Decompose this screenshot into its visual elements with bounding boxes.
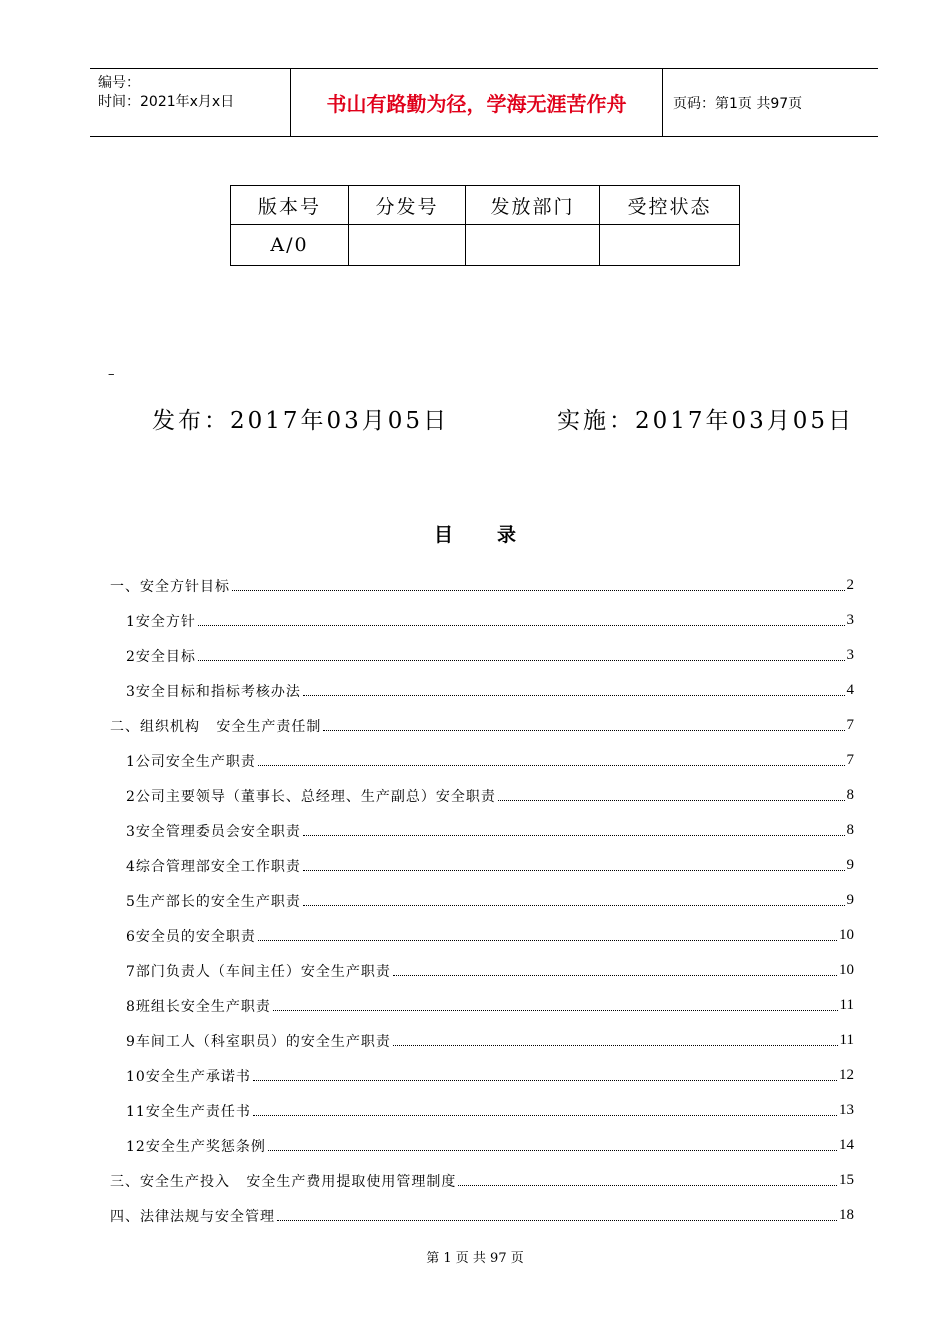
toc-title-left: 目 xyxy=(433,524,453,546)
toc-entry-label: 11安全生产责任书 xyxy=(126,1103,251,1120)
version-table-row xyxy=(231,225,740,266)
toc-leader-dots xyxy=(258,940,837,941)
toc-entry-page: 10 xyxy=(839,962,854,978)
toc-entry[interactable] xyxy=(110,813,854,848)
toc-entry[interactable] xyxy=(110,1198,854,1233)
toc-leader-dots xyxy=(393,975,837,976)
toc-entry-page: 7 xyxy=(846,752,854,768)
toc-entry-label: 7部门负责人（车间主任）安全生产职责 xyxy=(126,963,391,980)
toc-leader-dots xyxy=(498,800,845,801)
toc-entry-label: 8班组长安全生产职责 xyxy=(126,998,271,1015)
toc-entry-label: 6安全员的安全职责 xyxy=(126,928,256,945)
toc-leader-dots xyxy=(303,870,845,871)
toc-entry[interactable] xyxy=(110,638,854,673)
toc-entry-page: 10 xyxy=(839,927,854,943)
toc-entry-page: 2 xyxy=(846,577,854,593)
toc-entry[interactable] xyxy=(110,778,854,813)
toc-entry-label: 3安全目标和指标考核办法 xyxy=(126,683,301,700)
toc-entry[interactable] xyxy=(110,1093,854,1128)
toc-entry-page: 13 xyxy=(839,1102,854,1118)
toc-entry[interactable] xyxy=(110,953,854,988)
version-header-cell: 版本号 xyxy=(231,186,349,225)
toc-title xyxy=(0,520,950,547)
toc-leader-dots xyxy=(198,625,845,626)
toc-entry-page: 14 xyxy=(839,1137,854,1153)
toc-entry[interactable] xyxy=(110,1163,854,1198)
toc-entry[interactable] xyxy=(110,1058,854,1093)
toc-leader-dots xyxy=(303,905,845,906)
toc-entry[interactable] xyxy=(110,988,854,1023)
control-status-value-cell xyxy=(600,225,740,266)
toc-leader-dots xyxy=(277,1220,837,1221)
stray-dash: – xyxy=(108,367,115,382)
header-motto: 书山有路勤为径，学海无涯苦作舟 xyxy=(291,69,663,136)
document-number-label: 编号： xyxy=(98,75,140,91)
toc-entry-label: 4综合管理部安全工作职责 xyxy=(126,858,301,875)
toc-leader-dots xyxy=(303,695,845,696)
version-table xyxy=(230,185,740,266)
toc-entry-label: 四、法律法规与安全管理 xyxy=(110,1208,275,1225)
toc-entry[interactable] xyxy=(110,708,854,743)
department-value-cell xyxy=(466,225,600,266)
toc-entry[interactable] xyxy=(110,568,854,603)
toc-leader-dots xyxy=(323,730,844,731)
toc-title-right: 录 xyxy=(497,524,517,546)
toc-entry[interactable] xyxy=(110,883,854,918)
toc-entry-page: 9 xyxy=(846,857,854,873)
toc-entry-label: 10安全生产承诺书 xyxy=(126,1068,251,1085)
version-table-header-row xyxy=(231,186,740,225)
toc-entry-label: 1公司安全生产职责 xyxy=(126,753,256,770)
toc-leader-dots xyxy=(198,660,845,661)
distribution-value-cell xyxy=(349,225,466,266)
page-footer: 第 1 页 共 97 页 xyxy=(426,1251,524,1266)
toc-entry-page: 18 xyxy=(839,1207,854,1223)
toc-entry-page: 4 xyxy=(846,682,854,698)
toc-entry-page: 15 xyxy=(839,1172,854,1188)
toc-entry-page: 12 xyxy=(839,1067,854,1083)
toc-entry-page: 3 xyxy=(846,647,854,663)
toc-entry-page: 9 xyxy=(846,892,854,908)
toc-leader-dots xyxy=(458,1185,837,1186)
issue-date: 发布：2017年03月05日 xyxy=(152,408,450,434)
toc-leader-dots xyxy=(253,1080,837,1081)
document-date-label: 时间：2021年x月x日 xyxy=(98,94,235,110)
toc-entry-label: 9车间工人（科室职员）的安全生产职责 xyxy=(126,1033,391,1050)
toc-entry-label: 3安全管理委员会安全职责 xyxy=(126,823,301,840)
toc-leader-dots xyxy=(273,1010,838,1011)
toc-entry-label: 一、安全方针目标 xyxy=(110,578,230,595)
toc-leader-dots xyxy=(232,590,845,591)
toc-leader-dots xyxy=(303,835,845,836)
distribution-header-cell: 分发号 xyxy=(349,186,466,225)
toc-entry-page: 8 xyxy=(846,787,854,803)
toc-entry[interactable] xyxy=(110,603,854,638)
toc-entry-label: 12安全生产奖惩条例 xyxy=(126,1138,266,1155)
version-value-cell: A/0 xyxy=(231,225,349,266)
toc-entry-label: 2公司主要领导（董事长、总经理、生产副总）安全职责 xyxy=(126,788,496,805)
toc-entry[interactable] xyxy=(110,673,854,708)
toc-entry-page: 11 xyxy=(839,997,854,1013)
toc-entry[interactable] xyxy=(110,918,854,953)
toc-entry-page: 3 xyxy=(846,612,854,628)
toc-entry[interactable] xyxy=(110,1128,854,1163)
toc-entry-label: 二、组织机构 安全生产责任制 xyxy=(110,718,322,735)
toc-leader-dots xyxy=(268,1150,837,1151)
toc-entry[interactable] xyxy=(110,1023,854,1058)
toc-leader-dots xyxy=(253,1115,837,1116)
toc-entry-label: 5生产部长的安全生产职责 xyxy=(126,893,301,910)
toc-entry-label: 1安全方针 xyxy=(126,613,196,630)
toc-entry-label: 2安全目标 xyxy=(126,648,196,665)
toc-entry-page: 7 xyxy=(846,717,854,733)
toc-entry[interactable] xyxy=(110,848,854,883)
header-meta-cell xyxy=(90,69,291,136)
document-header xyxy=(90,68,878,137)
table-of-contents xyxy=(110,568,854,1233)
toc-entry-label: 三、安全生产投入 安全生产费用提取使用管理制度 xyxy=(110,1173,457,1190)
toc-entry[interactable] xyxy=(110,743,854,778)
toc-entry-page: 11 xyxy=(839,1032,854,1048)
control-status-header-cell: 受控状态 xyxy=(600,186,740,225)
toc-leader-dots xyxy=(393,1045,838,1046)
toc-entry-page: 8 xyxy=(846,822,854,838)
department-header-cell: 发放部门 xyxy=(466,186,600,225)
toc-leader-dots xyxy=(258,765,845,766)
header-page-info: 页码：第1页 共97页 xyxy=(673,96,803,112)
implementation-date: 实施：2017年03月05日 xyxy=(557,408,855,434)
